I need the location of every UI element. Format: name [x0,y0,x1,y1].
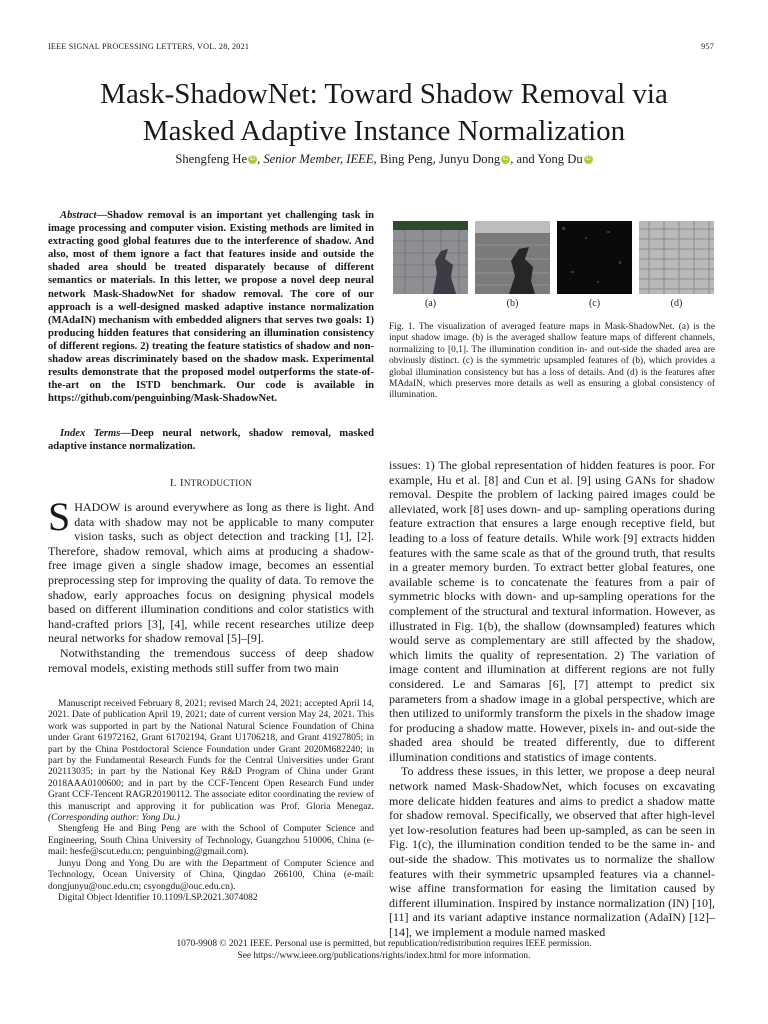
footnote [48,699,374,904]
shallow-feature-map [475,221,550,294]
footnote-affiliation-1: Shengfeng He and Bing Peng are with the School of Computer Science and Engineering, South China University of Technology, Guangzhou 510006, China (e-mail: hesfe@scut.edu.cn; penguinbing@gmail.com). [48,824,374,858]
right-column-body [389,458,715,940]
figure-label-b: (b) [506,298,519,309]
footnote-doi: Digital Object Identifier 10.1109/LSP.2021.3074082 [58,892,258,903]
orcid-icon[interactable]: iD [249,156,256,162]
author-1: Shengfeng He [175,152,248,166]
figure-1-images [389,221,715,294]
orcid-icon[interactable]: iD [585,156,591,162]
author-list [40,152,728,167]
authors-rest-2: , and Yong Du [510,152,583,166]
author-1-role: , Senior Member, IEEE [257,152,374,166]
abstract [48,209,374,405]
figure-1-caption: Fig. 1. The visualization of averaged feature maps in Mask-ShadowNet. (a) is the input shadow image. (b) is the averaged shallow feature maps of different channels, normalizing to [0,1]. The illumination condition in- and out-side the shaded area are obviously distinct. (c) is the symmetric upsampled features of (b), which provides a global illumination consistency but has a loss of details. And (d) is the features after MAdaIN, which preserves more details as well as ensuring a global consistency of illumination. [389,322,715,401]
running-header-journal: IEEE SIGNAL PROCESSING LETTERS, VOL. 28, 2021 [48,42,250,51]
index-terms-label: Index Terms [60,428,121,439]
intro-paragraph-1: SHADOW is around everywhere as long as there is light. And data with shadow may not be applicable to many computer vision tasks, such as object detection and tracking [1], [2]. Therefore, shadow removal, which aims at producing a shadow-free image given a single shadow image, becomes an essential preprocessing step for improving the quality of data. To remove the shadow, early approaches focus on designing physical models based on different illumination conditions and color statistics with hand-crafted priors [3], [4], while recent researches utilize deep neural networks for shadow removal [5]–[9]. [48,494,374,646]
footnote-affiliation-2: Junyu Dong and Yong Du are with the Department of Computer Science and Technology, Ocean University of China, Qingdao 266100, China (e-mail: dongjunyu@ouc.edu.cn; csyongdu@ouc.edu.cn). [48,858,374,892]
page-number: 957 [701,42,714,51]
figure-label-c: (c) [588,298,601,309]
drop-cap: S [48,494,71,539]
title-line-2: Masked Adaptive Instance Normalization [142,115,626,147]
index-terms [48,427,374,453]
figure-label-d: (d) [670,298,683,309]
input-shadow-image [393,221,468,294]
authors-rest-1: , Bing Peng, Junyu Dong [373,152,501,166]
abstract-label: Abstract [60,210,97,221]
copyright-line: 1070-9908 © 2021 IEEE. Personal use is permitted, but republication/redistribution requires IEEE permission. [176,939,592,949]
footnote-manuscript: Manuscript received February 8, 2021; revised March 24, 2021; accepted April 14, 2021. Date of publication April 19, 2021; date of current version May 24, 2021. This work was supported in part by the National Natural Science Foundation of China under Grant 61972162, Grant 61702194, Grant U1706218, and Grant 41927805; in part by the China Postdoctoral Science Foundation under Grant 2020M682240; in part by the Fundamental Research Funds for the Central Universities under Grant 202113035; in part by the National Key R&D Program of China under Grant 2018AAA0100600; and in part by the CCF-Tencent Open Research Fund under Grant CCF-Tencent RAGR20190112. The associate editor coordinating the review of this manuscript and approving it for publication was Prof. Gloria Menegaz. (Corresponding author: Yong Du.) [48,699,374,824]
orcid-icon[interactable]: iD [502,156,509,162]
title-line-1: Mask-ShadowNet: Toward Shadow Removal via [100,78,668,110]
intro-body [48,494,374,675]
abstract-text: —Shadow removal is an important yet challenging task in image processing and computer vision. Existing methods are limited in extracting good global features due to the interference of shadow. And also, most of them ignore a fact that features inside and outside the shaded area should be treated disparately because of different semantics or materials. In this letter, we propose a novel deep neural network Mask-ShadowNet for shadow removal. The core of our approach is a well-designed masked adaptive instance normalization (MAdaIN) mechanism with embedded aligners that serves two goals: 1) producing hidden features that considering an illumination consistency of different regions. 2) treating the feature statistics of shadow and non-shadow areas discriminately based on the shadow mask. Experimental results demonstrate that the proposed model outperforms the state-of-the-art on the ISTD benchmark. Our code is available in https://github.com/penguinbing/Mask-ShadowNet. [48,210,374,405]
madain-feature-map [639,221,714,294]
copyright-footer [40,939,728,962]
intro-paragraph-2: Notwithstanding the tremendous success of deep shadow removal models, existing methods still suffer from two main [48,645,374,675]
right-paragraph-1: issues: 1) The global representation of hidden features is poor. For example, Hu et al. [8] and Cun et al. [9] using GANs for shadow removal. Despite the problem of lacking paired images could be alleviated, work [8] uses down- and up- sampling operations during feature extraction that ensures a large enough receptive field, but leading to a loss of feature details. While work [9] extracts hidden features with the same scale as that of the ground truth, that results in a greater memory burden. To extract better global features, one available scheme is to concatenate the features from a pair of symmetric blocks with down- and up-sampling operations for the complement of the structural and textural information. However, as illustrated in Fig. 1(b), the shallow (downsampled) features which would serve as complementary are still affected by the shadow, which limits the quality of representation. 2) The variation of image content and illumination at different regions are not fully considered. Le and Samaras [6], [7] attempt to predict six parameters from a shadow image in a global perspective, which are then utilized to uniformly transform the pixels in the shadow image for producing a shadow matte. However, pixels in- and out-side the shaded area should be treated differently, due to different illumination conditions and statistics of image contents. [389,458,715,764]
right-paragraph-2: To address these issues, in this letter, we propose a deep neural network named Mask-ShadowNet, which focuses on excavating more delicate hidden features and aims to predict a shadow matte for shadow removal. Specifically, we observed that after high-level yet low-resolution features had been up-sampled, as can be seen in Fig. 1(c), the illumination condition tended to be the same in- and out-side the shadow. This motivates us to normalize the shallow features with their symmetric upsampled features via a channel-wise affine transformation for easing the limitation caused by different illumination. Inspired by instance normalization (IN) [10], [11] and its variant adaptive instance normalization (AdaIN) [12]–[14], we implement a module named masked [389,764,715,939]
upsampled-feature-map [557,221,632,294]
paper-title [40,76,728,150]
index-terms-text: —Deep neural network, shadow removal, masked adaptive instance normalization. [48,428,374,453]
section-heading-introduction: I. INTRODUCTION [169,477,253,489]
figure-label-a: (a) [424,298,437,309]
rights-url-line: See https://www.ieee.org/publications/rights/index.html for more information. [237,950,531,961]
figure-1-labels [389,298,715,310]
